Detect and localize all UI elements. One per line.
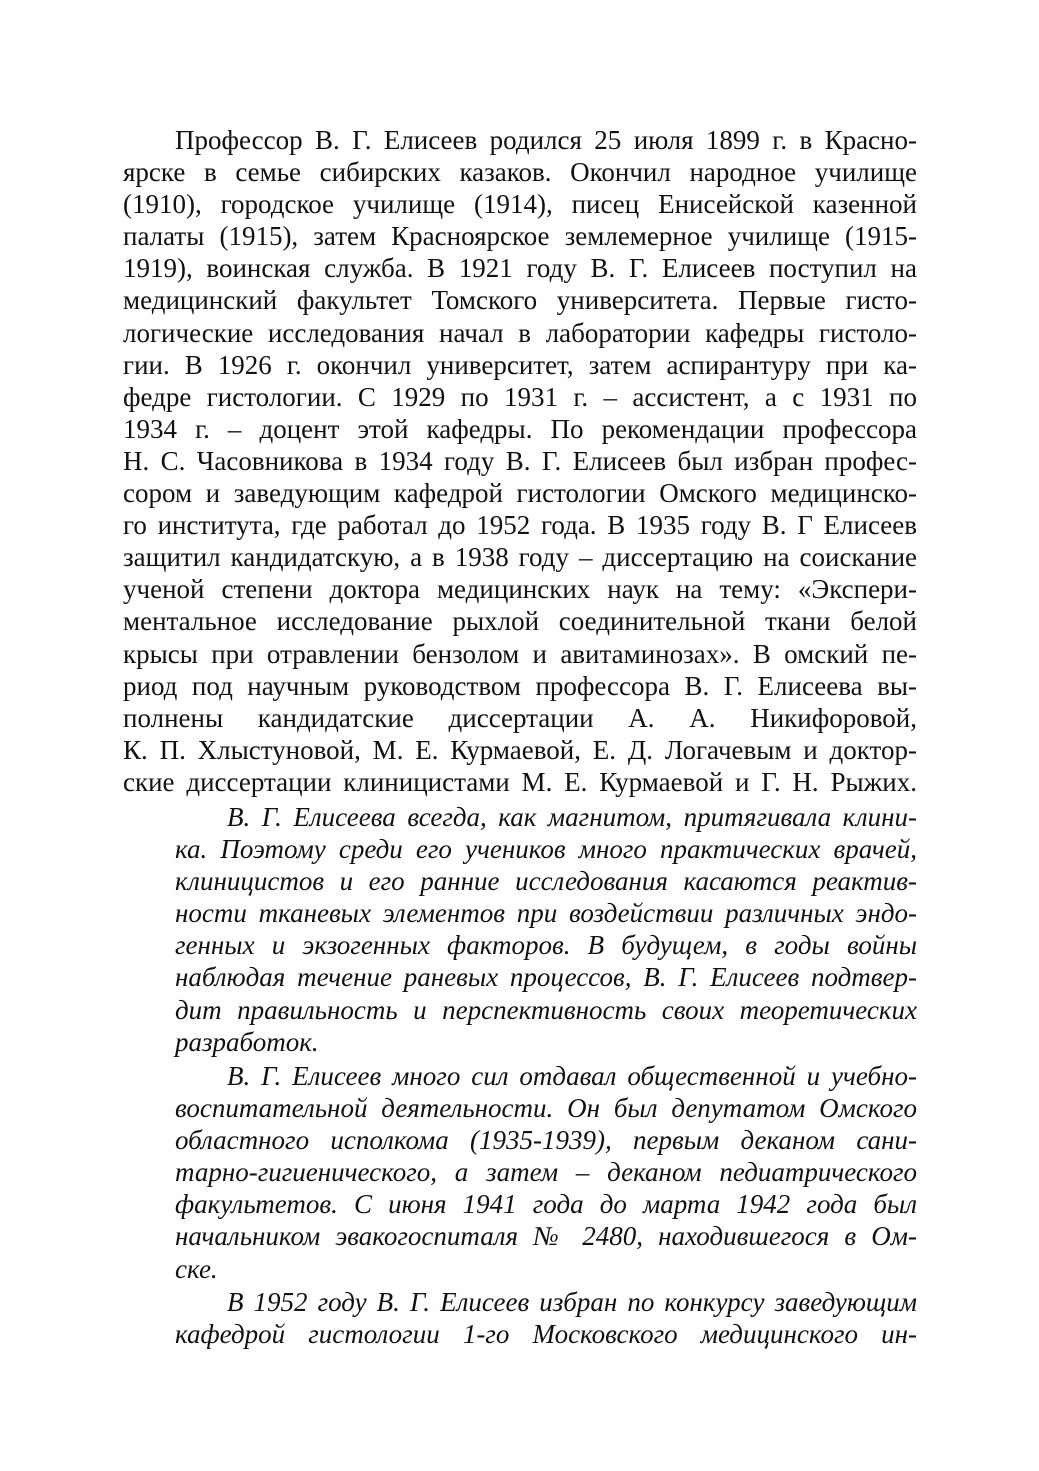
text-line: начальником эвакогоспиталя № 2480, находившегося в Ом- [175,1221,917,1252]
text-line: дит правильность и перспективность своих теоретических [175,994,917,1025]
text-line: Профессор В. Г. Елисеев родился 25 июля 1899 г. в Красно- [175,125,917,155]
text-line: К. П. Хлыстуновой, М. Е. Курмаевой, Е. Д. Логачевым и доктор- [123,734,917,765]
text-line: генных и экзогенных факторов. В будущем, в годы войны [175,930,917,961]
text-line: В 1952 году В. Г. Елисеев избран по конкурсу заведующим [227,1287,917,1317]
text-line: ка. Поэтому среди его учеников много практических врачей, [175,834,917,865]
paragraph-biography [123,124,917,798]
text-line: логические исследования начал в лаборатории кафедры гистоло- [123,317,917,348]
text-line: наблюдая течение раневых процессов, В. Г. Елисеев подтвер- [175,962,917,993]
text-line: ске. [175,1253,218,1284]
text-line: федре гистологии. С 1929 по 1931 г. – ассистент, а с 1931 по [123,381,917,412]
text-line: риод под научным руководством профессора В. Г. Елисеева вы- [123,670,917,701]
text-line: областного исполкома (1935-1939), первым деканом сани- [175,1125,917,1156]
text-line: 1919), воинская служба. В 1921 году В. Г. Елисеев поступил на [123,253,917,284]
text-line: воспитательной деятельности. Он был депутатом Омского [175,1093,917,1124]
text-line: разработок. [175,1026,319,1057]
text-line: 1934 г. – доцент этой кафедры. По рекомендации профессора [123,413,917,444]
paragraph-moscow-italic [175,1286,917,1350]
text-line: медицинский факультет Томского университета. Первые гисто- [123,285,917,316]
text-line: ментальное исследование рыхлой соединительной ткани белой [123,606,917,637]
text-line: крысы при отравлении бензолом и авитаминозах». В омский пе- [123,638,917,669]
text-line: палаты (1915), затем Красноярское землемерное училище (1915- [123,221,917,252]
text-line: го института, где работал до 1952 года. В 1935 году В. Г Елисеев [123,510,917,541]
paragraph-public-work-italic [175,1060,917,1285]
paragraph-clinic-italic [175,801,917,1058]
text-line: (1910), городское училище (1914), писец Енисейской казенной [123,189,917,220]
text-line: ности тканевых элементов при воздействии различных эндо- [175,898,917,929]
text-line: гии. В 1926 г. окончил университет, затем аспирантуру при ка- [123,349,917,380]
text-line: ученой степени доктора медицинских наук на тему: «Экспери- [123,574,917,605]
text-line: защитил кандидатскую, а в 1938 году – диссертацию на соискание [123,542,917,573]
text-line: сором и заведующим кафедрой гистологии Омского медицинско- [123,478,917,509]
text-line: ские диссертации клиницистами М. Е. Курмаевой и Г. Н. Рыжих. [123,766,917,797]
text-line: кафедрой гистологии 1-го Московского медицинского ин- [175,1319,917,1350]
text-line: тарно-гигиенического, а затем – деканом педиатрического [175,1157,917,1188]
text-line: В. Г. Елисеева всегда, как магнитом, притягивала клини- [227,802,917,832]
text-line: полнены кандидатские диссертации А. А. Никифоровой, [123,702,917,733]
text-line: В. Г. Елисеев много сил отдавал общественной и учебно- [227,1061,917,1091]
text-line: факультетов. С июня 1941 года до марта 1942 года был [175,1189,917,1220]
text-line: клиницистов и его ранние исследования касаются реактив- [175,866,917,897]
text-line: ярске в семье сибирских казаков. Окончил народное училище [123,157,917,188]
text-line: Н. С. Часовникова в 1934 году В. Г. Елисеев был избран профес- [123,445,917,476]
